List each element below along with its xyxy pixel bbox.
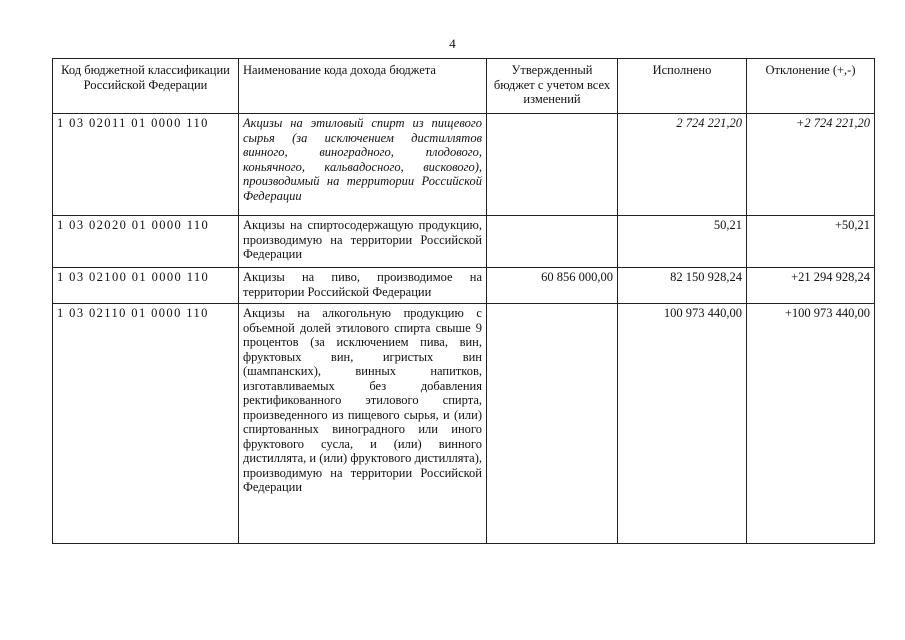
row-approved: 60 856 000,00: [487, 268, 618, 304]
table-row: [53, 268, 875, 304]
row-executed: 2 724 221,20: [618, 114, 747, 216]
table-row: [53, 304, 875, 544]
table-header-row: [53, 59, 875, 114]
row-deviation: +50,21: [747, 216, 875, 268]
table-row: [53, 114, 875, 216]
row-name: Акцизы на пиво, производимое на территории Российской Федерации: [239, 268, 487, 304]
table-row: [53, 216, 875, 268]
row-deviation: +21 294 928,24: [747, 268, 875, 304]
row-approved: [487, 304, 618, 544]
row-name: Акцизы на спиртосодержащую продукцию, производимую на территории Российской Федерации: [239, 216, 487, 268]
row-code: 1 03 02110 01 0000 110: [53, 304, 239, 544]
page-number: 4: [449, 36, 456, 51]
row-deviation: +100 973 440,00: [747, 304, 875, 544]
budget-revenue-table: [52, 58, 875, 544]
row-code: 1 03 02100 01 0000 110: [53, 268, 239, 304]
row-approved: [487, 216, 618, 268]
row-code: 1 03 02020 01 0000 110: [53, 216, 239, 268]
row-executed: 100 973 440,00: [618, 304, 747, 544]
header-code: Код бюджетной классификации Российской Федерации: [53, 59, 239, 114]
row-executed: 50,21: [618, 216, 747, 268]
row-code: 1 03 02011 01 0000 110: [53, 114, 239, 216]
row-approved: [487, 114, 618, 216]
header-executed: Исполнено: [618, 59, 747, 114]
header-deviation: Отклонение (+,-): [747, 59, 875, 114]
row-name: Акцизы на алкогольную продукцию с объемной долей этилового спирта свыше 9 процентов (за исключением пива, вин, фруктовых вин, игристых вин (шампанских), винных напитков, изготавливаемых без добавления ректификованного этилового спирта, произведенного из пищевого сырья, и (или) спиртованных виноградного или иного фруктового сусла, и (или) винного дистиллята, и (или) фруктового дистиллята), производимую на территории Российской Федерации: [239, 304, 487, 544]
row-executed: 82 150 928,24: [618, 268, 747, 304]
row-deviation: +2 724 221,20: [747, 114, 875, 216]
header-name: Наименование кода дохода бюджета: [239, 59, 487, 114]
row-name: Акцизы на этиловый спирт из пищевого сырья (за исключением дистиллятов винного, виноградного, плодового, коньячного, кальвадосного, вискового), производимый на территории Российской Федерации: [239, 114, 487, 216]
header-approved-budget: Утвержденный бюджет с учетом всех изменений: [487, 59, 618, 114]
